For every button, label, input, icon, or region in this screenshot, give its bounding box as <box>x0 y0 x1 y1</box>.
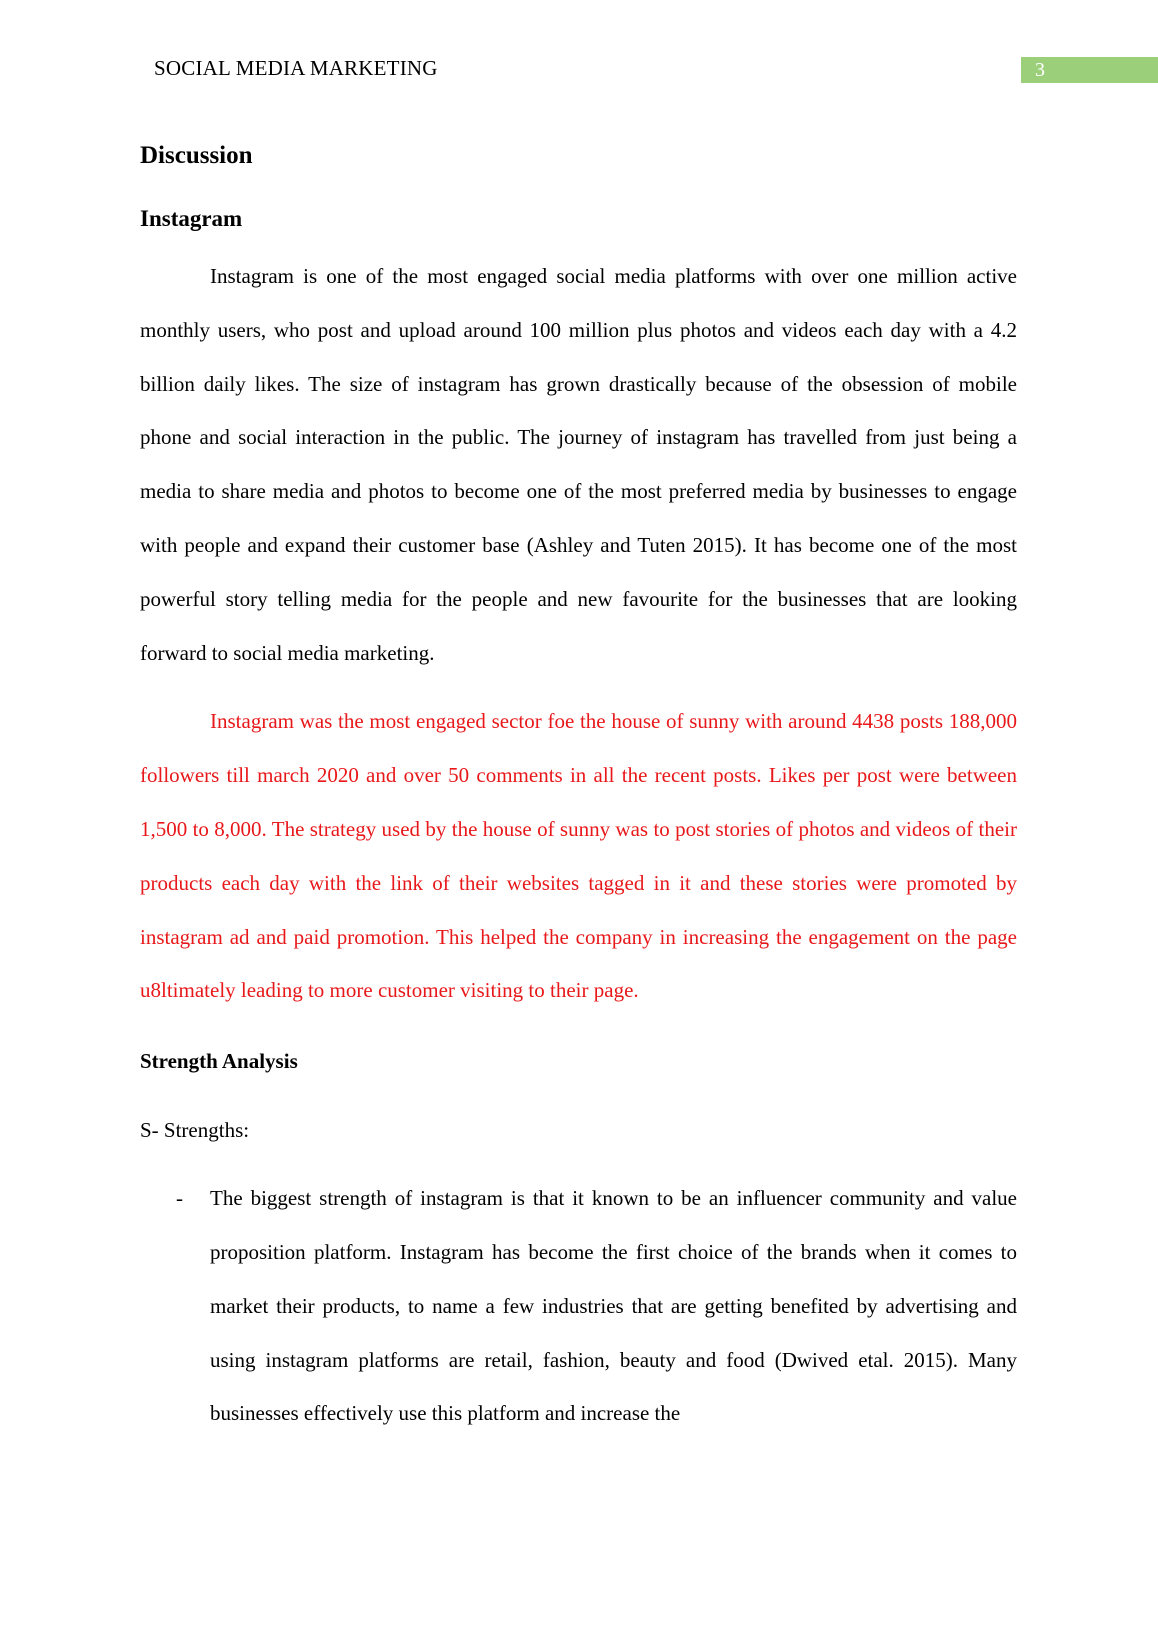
document-body <box>140 134 1017 1441</box>
bullet-dash: - <box>176 1186 183 1211</box>
strengths-label: S- Strengths: <box>140 1118 250 1143</box>
house-of-sunny-paragraph: Instagram was the most engaged sector foe the house of sunny with around 4438 posts 188,000 followers till march 2020 and over 50 comments in all the recent posts. Likes per post were between 1,500 to 8,000. The strategy used by the house of sunny was to post stories of photos and videos of their products each day with the link of their websites tagged in it and these stories were promoted by instagram ad and paid promotion. This helped the company in increasing the engagement on the page u8ltimately leading to more customer visiting to their page. <box>140 709 1017 1003</box>
discussion-heading: Discussion <box>140 142 253 169</box>
running-head: SOCIAL MEDIA MARKETING <box>154 56 438 80</box>
instagram-paragraph: Instagram is one of the most engaged social media platforms with over one million active monthly users, who post and upload around 100 million plus photos and videos each day with a 4.2 billion daily likes. The size of instagram has grown drastically because of the obsession of mobile phone and social interaction in the public. The journey of instagram has travelled from just being a media to share media and photos to become one of the most preferred media by businesses to engage with people and expand their customer base (Ashley and Tuten 2015). It has become one of the most powerful story telling media for the people and new favourite for the businesses that are looking forward to social media marketing. <box>140 264 1017 665</box>
instagram-heading: Instagram <box>140 206 243 231</box>
strength-analysis-heading: Strength Analysis <box>140 1049 298 1074</box>
page-number: 3 <box>1021 57 1158 83</box>
strength-bullet-text: The biggest strength of instagram is that it known to be an influencer community and value proposition platform. Instagram has become the first choice of the brands when it comes to market their products, to name a few industries that are getting benefited by advertising and using instagram platforms are retail, fashion, beauty and food (Dwived etal. 2015). Many businesses effectively use this platform and increase the <box>210 1186 1017 1426</box>
list-item <box>140 1172 1017 1441</box>
